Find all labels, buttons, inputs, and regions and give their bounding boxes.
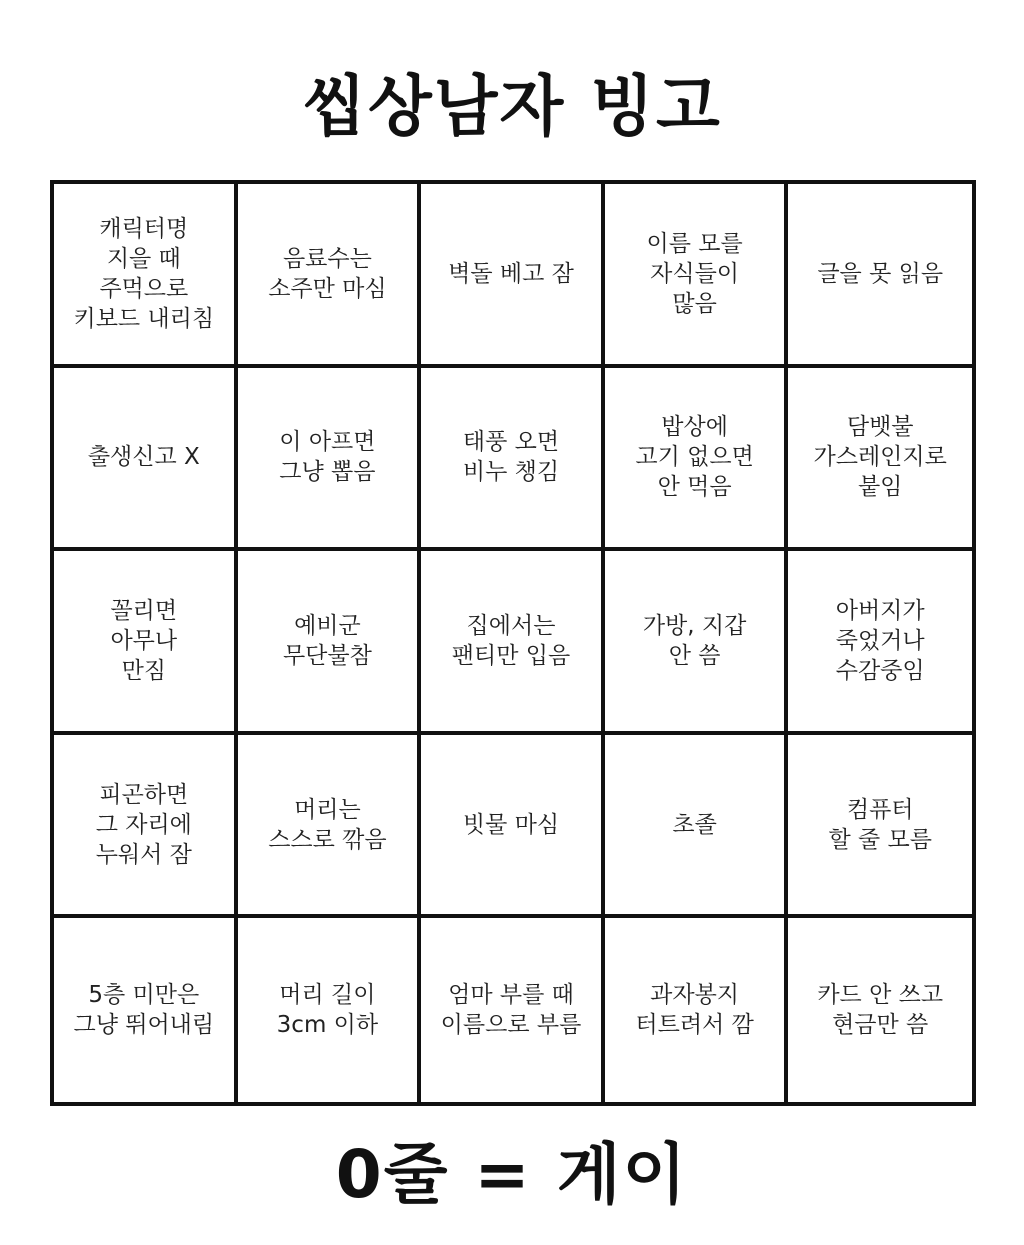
bingo-cell-text: 과자봉지 터트려서 깜 [635,982,754,1039]
bingo-cell [238,735,422,919]
bingo-cell [605,735,789,919]
bingo-cell [238,184,422,368]
bingo-cell [54,368,238,552]
bingo-cell [421,735,605,919]
bingo-cell-text: 아버지가 죽었거나 수감중임 [835,597,925,684]
bingo-cell [421,184,605,368]
bingo-cell [238,918,422,1102]
bingo-cell [605,918,789,1102]
bingo-cell [788,184,972,368]
bingo-cell-text: 음료수는 소주만 마심 [268,245,387,302]
bingo-cell-text: 캐릭터명 지을 때 주먹으로 키보드 내리침 [73,215,215,332]
bingo-cell-text: 엄마 부를 때 이름으로 부름 [440,982,582,1039]
bingo-cell-text: 카드 안 쓰고 현금만 씀 [817,982,944,1039]
bingo-cell-text: 출생신고 X [87,444,200,471]
bingo-cell [421,918,605,1102]
bingo-cell-text: 피곤하면 그 자리에 누워서 잠 [95,781,192,868]
bingo-cell [54,918,238,1102]
bingo-cell-text: 담뱃불 가스레인지로 붙임 [813,414,947,501]
bingo-cell-text: 머리 길이 3cm 이하 [276,982,379,1039]
bingo-cell [421,368,605,552]
bingo-cell [605,184,789,368]
bingo-cell-text: 5층 미만은 그냥 뛰어내림 [73,982,215,1039]
bingo-cell-text: 빗물 마심 [462,811,560,838]
page-title: 씹상남자 빙고 [302,68,722,145]
bingo-cell [788,551,972,735]
bingo-cell [605,551,789,735]
bingo-cell [238,368,422,552]
bingo-cell-text: 초졸 [672,811,717,838]
bingo-cell [238,551,422,735]
bingo-cell-text: 글을 못 읽음 [817,260,944,287]
bingo-cell [421,551,605,735]
bingo-cell [788,918,972,1102]
bingo-cell [54,551,238,735]
bingo-cell [605,368,789,552]
bingo-cell-text: 가방, 지갑 안 씀 [642,612,747,669]
bingo-cell-text: 집에서는 팬티만 입음 [451,612,571,669]
footer-caption: 0줄 = 게이 [335,1136,689,1213]
bingo-cell-text: 예비군 무단불참 [282,612,372,669]
bingo-board [50,180,976,1106]
bingo-cell-text: 머리는 스스로 깎음 [268,796,387,853]
bingo-cell-text: 태풍 오면 비누 챙김 [462,429,560,486]
bingo-cell [54,735,238,919]
bingo-cell [788,735,972,919]
bingo-cell-text: 벽돌 베고 잠 [448,260,574,287]
bingo-cell-text: 밥상에 고기 없으면 안 먹음 [635,414,754,501]
bingo-cell-text: 이 아프면 그냥 뽑음 [279,429,376,486]
bingo-cell [54,184,238,368]
bingo-cell-text: 컴퓨터 할 줄 모름 [828,796,932,853]
bingo-cell-text: 꼴리면 아무나 만짐 [110,597,178,684]
bingo-cell-text: 이름 모를 자식들이 많음 [646,230,743,317]
bingo-cell [788,368,972,552]
